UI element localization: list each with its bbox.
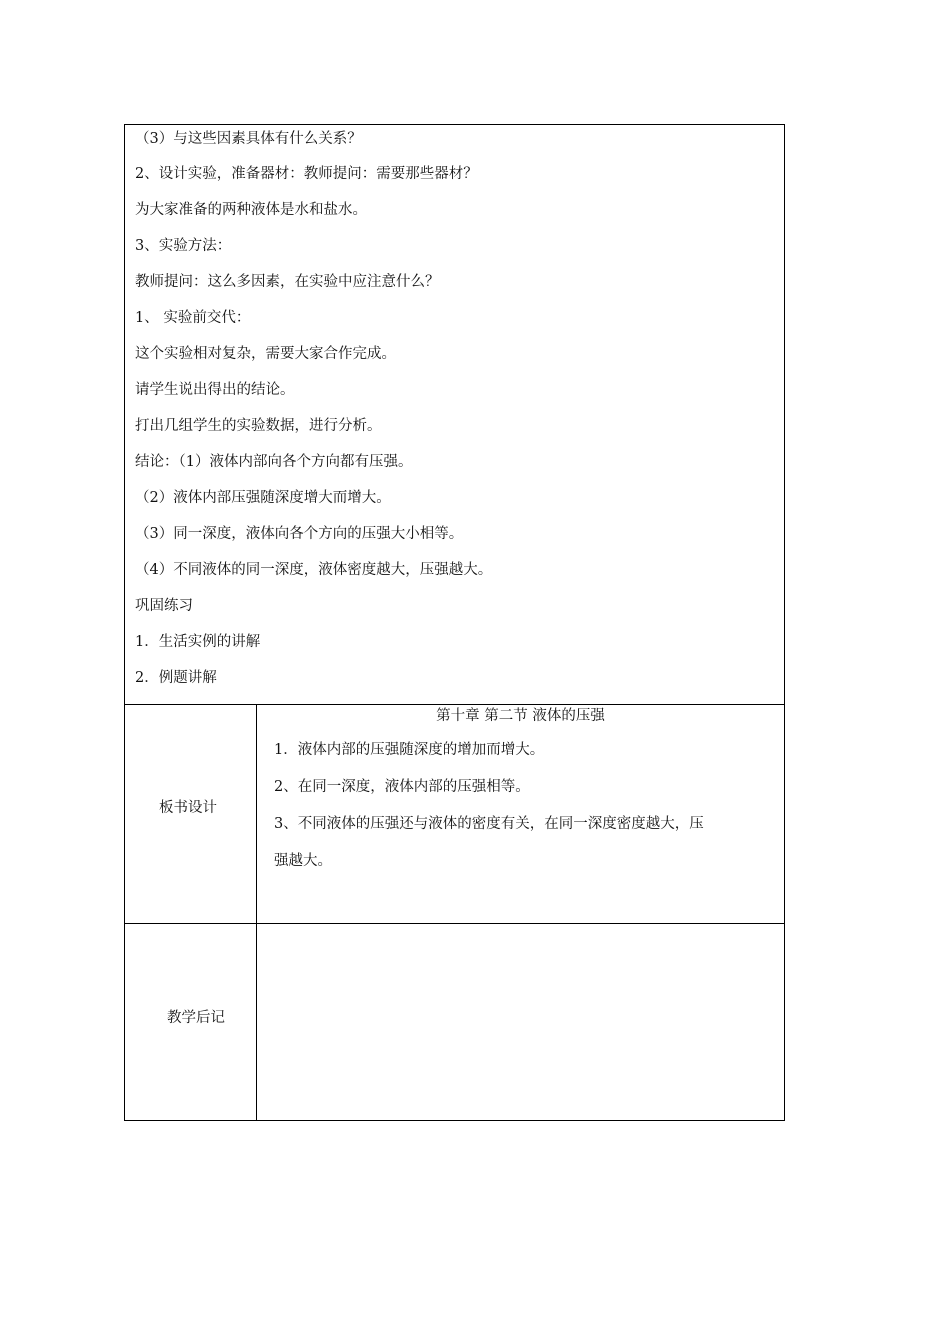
process-line: 教师提问：这么多因素，在实验中应注意什么？	[135, 274, 440, 290]
process-line: 打出几组学生的实验数据，进行分析。	[135, 418, 382, 434]
process-line: 结论：（1）液体内部向各个方向都有压强。	[135, 454, 413, 470]
board-point: 3、不同液体的压强还与液体的密度有关，在同一深度密度越大，压	[274, 816, 704, 832]
process-line: 请学生说出得出的结论。	[135, 382, 295, 398]
process-line: 1．生活实例的讲解	[135, 634, 261, 650]
board-design-label: 板书设计	[159, 800, 217, 816]
board-point: 2、在同一深度，液体内部的压强相等。	[274, 779, 530, 795]
process-line: （3）同一深度，液体向各个方向的压强大小相等。	[135, 526, 464, 542]
postscript-label: 教学后记	[167, 1010, 225, 1026]
lesson-plan-table	[124, 124, 785, 1121]
process-line: 2、设计实验，准备器材：教师提问：需要那些器材？	[135, 166, 478, 182]
process-line: （3）与这些因素具体有什么关系？	[135, 131, 362, 147]
postscript-label-cell	[125, 924, 257, 1120]
postscript-row	[125, 924, 784, 1120]
board-design-content-cell	[257, 705, 784, 923]
process-line: 2．例题讲解	[135, 670, 217, 686]
teaching-process-cell	[125, 125, 784, 705]
board-point: 1．液体内部的压强随深度的增加而增大。	[274, 742, 545, 758]
board-design-label-cell	[125, 705, 257, 923]
process-line: 3、实验方法：	[135, 238, 232, 254]
board-point: 强越大。	[274, 853, 332, 869]
process-line: 巩固练习	[135, 598, 193, 614]
process-line: 这个实验相对复杂，需要大家合作完成。	[135, 346, 396, 362]
process-line: 为大家准备的两种液体是水和盐水。	[135, 202, 367, 218]
process-line: 1、 实验前交代：	[135, 310, 251, 326]
process-line: （2）液体内部压强随深度增大而增大。	[135, 490, 391, 506]
postscript-content-cell	[257, 924, 784, 1120]
process-line: （4）不同液体的同一深度，液体密度越大，压强越大。	[135, 562, 493, 578]
board-design-row	[125, 705, 784, 924]
board-title: 第十章 第二节 液体的压强	[436, 708, 605, 724]
